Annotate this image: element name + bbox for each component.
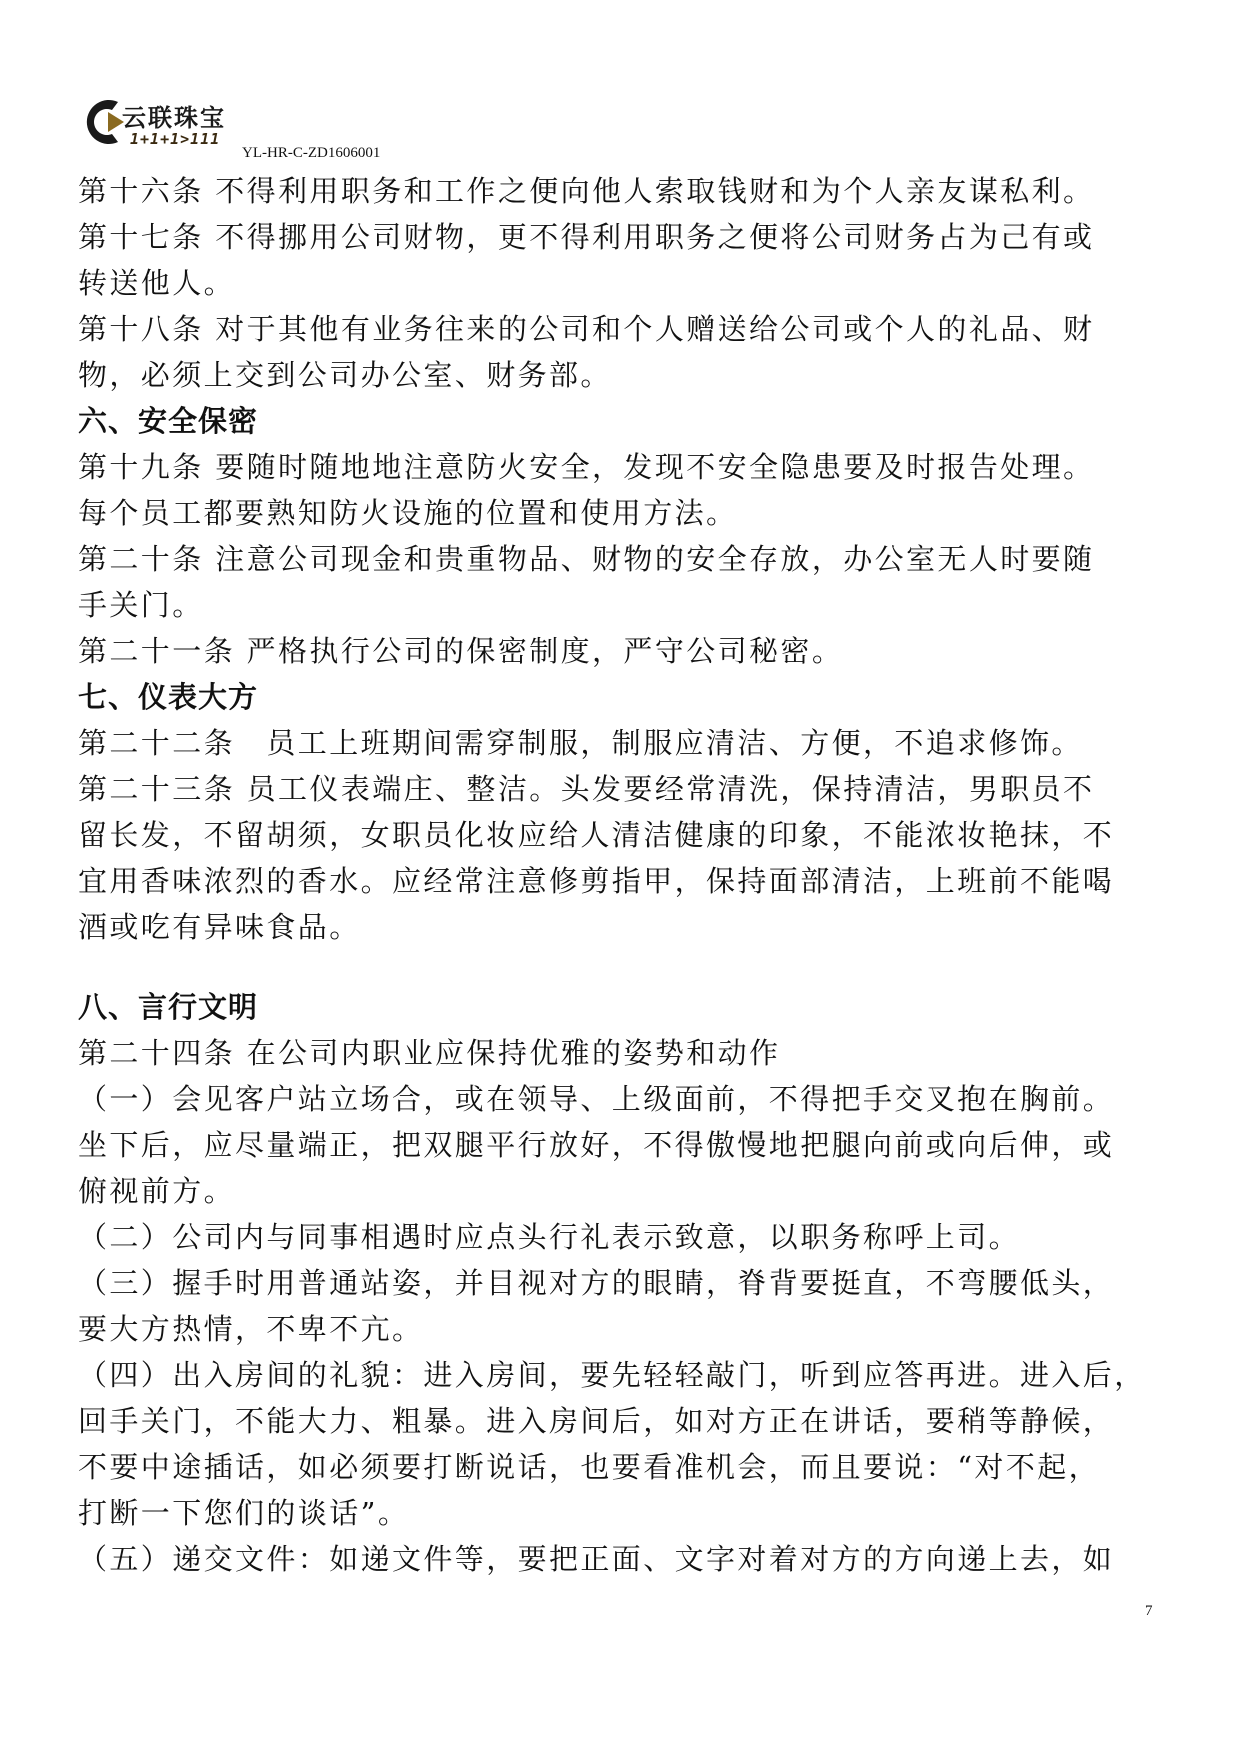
text-line: 要大方热情，不卑不亢。 xyxy=(78,1312,424,1346)
text-line: 物，必须上交到公司办公室、财务部。 xyxy=(78,358,612,392)
logo-emblem-icon xyxy=(78,96,128,148)
paragraph-gap xyxy=(78,950,1188,984)
text-line: 第十六条 不得利用职务和工作之便向他人索取钱财和为个人亲友谋私利。 xyxy=(78,174,1095,208)
text-line: 第二十四条 在公司内职业应保持优雅的姿势和动作 xyxy=(78,1036,781,1070)
text-line: 第二十三条 员工仪表端庄、整洁。头发要经常清洗，保持清洁，男职员不 xyxy=(78,772,1095,806)
logo-subtext: 1+1+1>111 xyxy=(130,130,221,148)
text-line: 第二十一条 严格执行公司的保密制度，严守公司秘密。 xyxy=(78,634,844,668)
text-line: 转送他人。 xyxy=(78,266,236,300)
text-line: （一）会见客户站立场合，或在领导、上级面前，不得把手交叉抱在胸前。 xyxy=(78,1082,1115,1116)
logo-text: 云联珠宝 xyxy=(122,104,226,132)
text-line: （五）递交文件：如递文件等，要把正面、文字对着对方的方向递上去，如 xyxy=(78,1542,1115,1576)
text-line: （四）出入房间的礼貌：进入房间，要先轻轻敲门，听到应答再进。进入后， xyxy=(78,1358,1146,1392)
text-line: 第二十二条 员工上班期间需穿制服，制服应清洁、方便，不追求修饰。 xyxy=(78,726,1083,760)
page-number: 7 xyxy=(1145,1603,1153,1619)
text-line: 回手关门，不能大力、粗暴。进入房间后，如对方正在讲话，要稍等静候， xyxy=(78,1404,1115,1438)
text-line: 每个员工都要熟知防火设施的位置和使用方法。 xyxy=(78,496,738,530)
text-line: 宜用香味浓烈的香水。应经常注意修剪指甲，保持面部清洁，上班前不能喝 xyxy=(78,864,1115,898)
text-line: （三）握手时用普通站姿，并目视对方的眼睛，脊背要挺直，不弯腰低头， xyxy=(78,1266,1115,1300)
document-body xyxy=(78,168,1188,1582)
text-line: 俯视前方。 xyxy=(78,1174,236,1208)
section-heading: 八、言行文明 xyxy=(78,990,259,1024)
text-line: 第十七条 不得挪用公司财物，更不得利用职务之便将公司财务占为己有或 xyxy=(78,220,1095,254)
text-line: 打断一下您们的谈话”。 xyxy=(78,1496,410,1530)
text-line: （二）公司内与同事相遇时应点头行礼表示致意，以职务称呼上司。 xyxy=(78,1220,1021,1254)
section-heading: 六、安全保密 xyxy=(78,404,259,438)
text-line: 第十九条 要随时随地地注意防火安全，发现不安全隐患要及时报告处理。 xyxy=(78,450,1095,484)
text-line: 手关门。 xyxy=(78,588,204,622)
text-line: 第二十条 注意公司现金和贵重物品、财物的安全存放，办公室无人时要随 xyxy=(78,542,1095,576)
text-line: 酒或吃有异味食品。 xyxy=(78,910,361,944)
text-line: 坐下后，应尽量端正，把双腿平行放好，不得傲慢地把腿向前或向后伸，或 xyxy=(78,1128,1115,1162)
company-logo xyxy=(78,96,248,154)
text-line: 留长发，不留胡须，女职员化妆应给人清洁健康的印象，不能浓妆艳抹，不 xyxy=(78,818,1115,852)
section-heading: 七、仪表大方 xyxy=(78,680,259,714)
text-line: 第十八条 对于其他有业务往来的公司和个人赠送给公司或个人的礼品、财 xyxy=(78,312,1095,346)
document-code: YL-HR-C-ZD1606001 xyxy=(242,145,381,161)
text-line: 不要中途插话，如必须要打断说话，也要看准机会，而且要说：“对不起， xyxy=(78,1450,1101,1484)
